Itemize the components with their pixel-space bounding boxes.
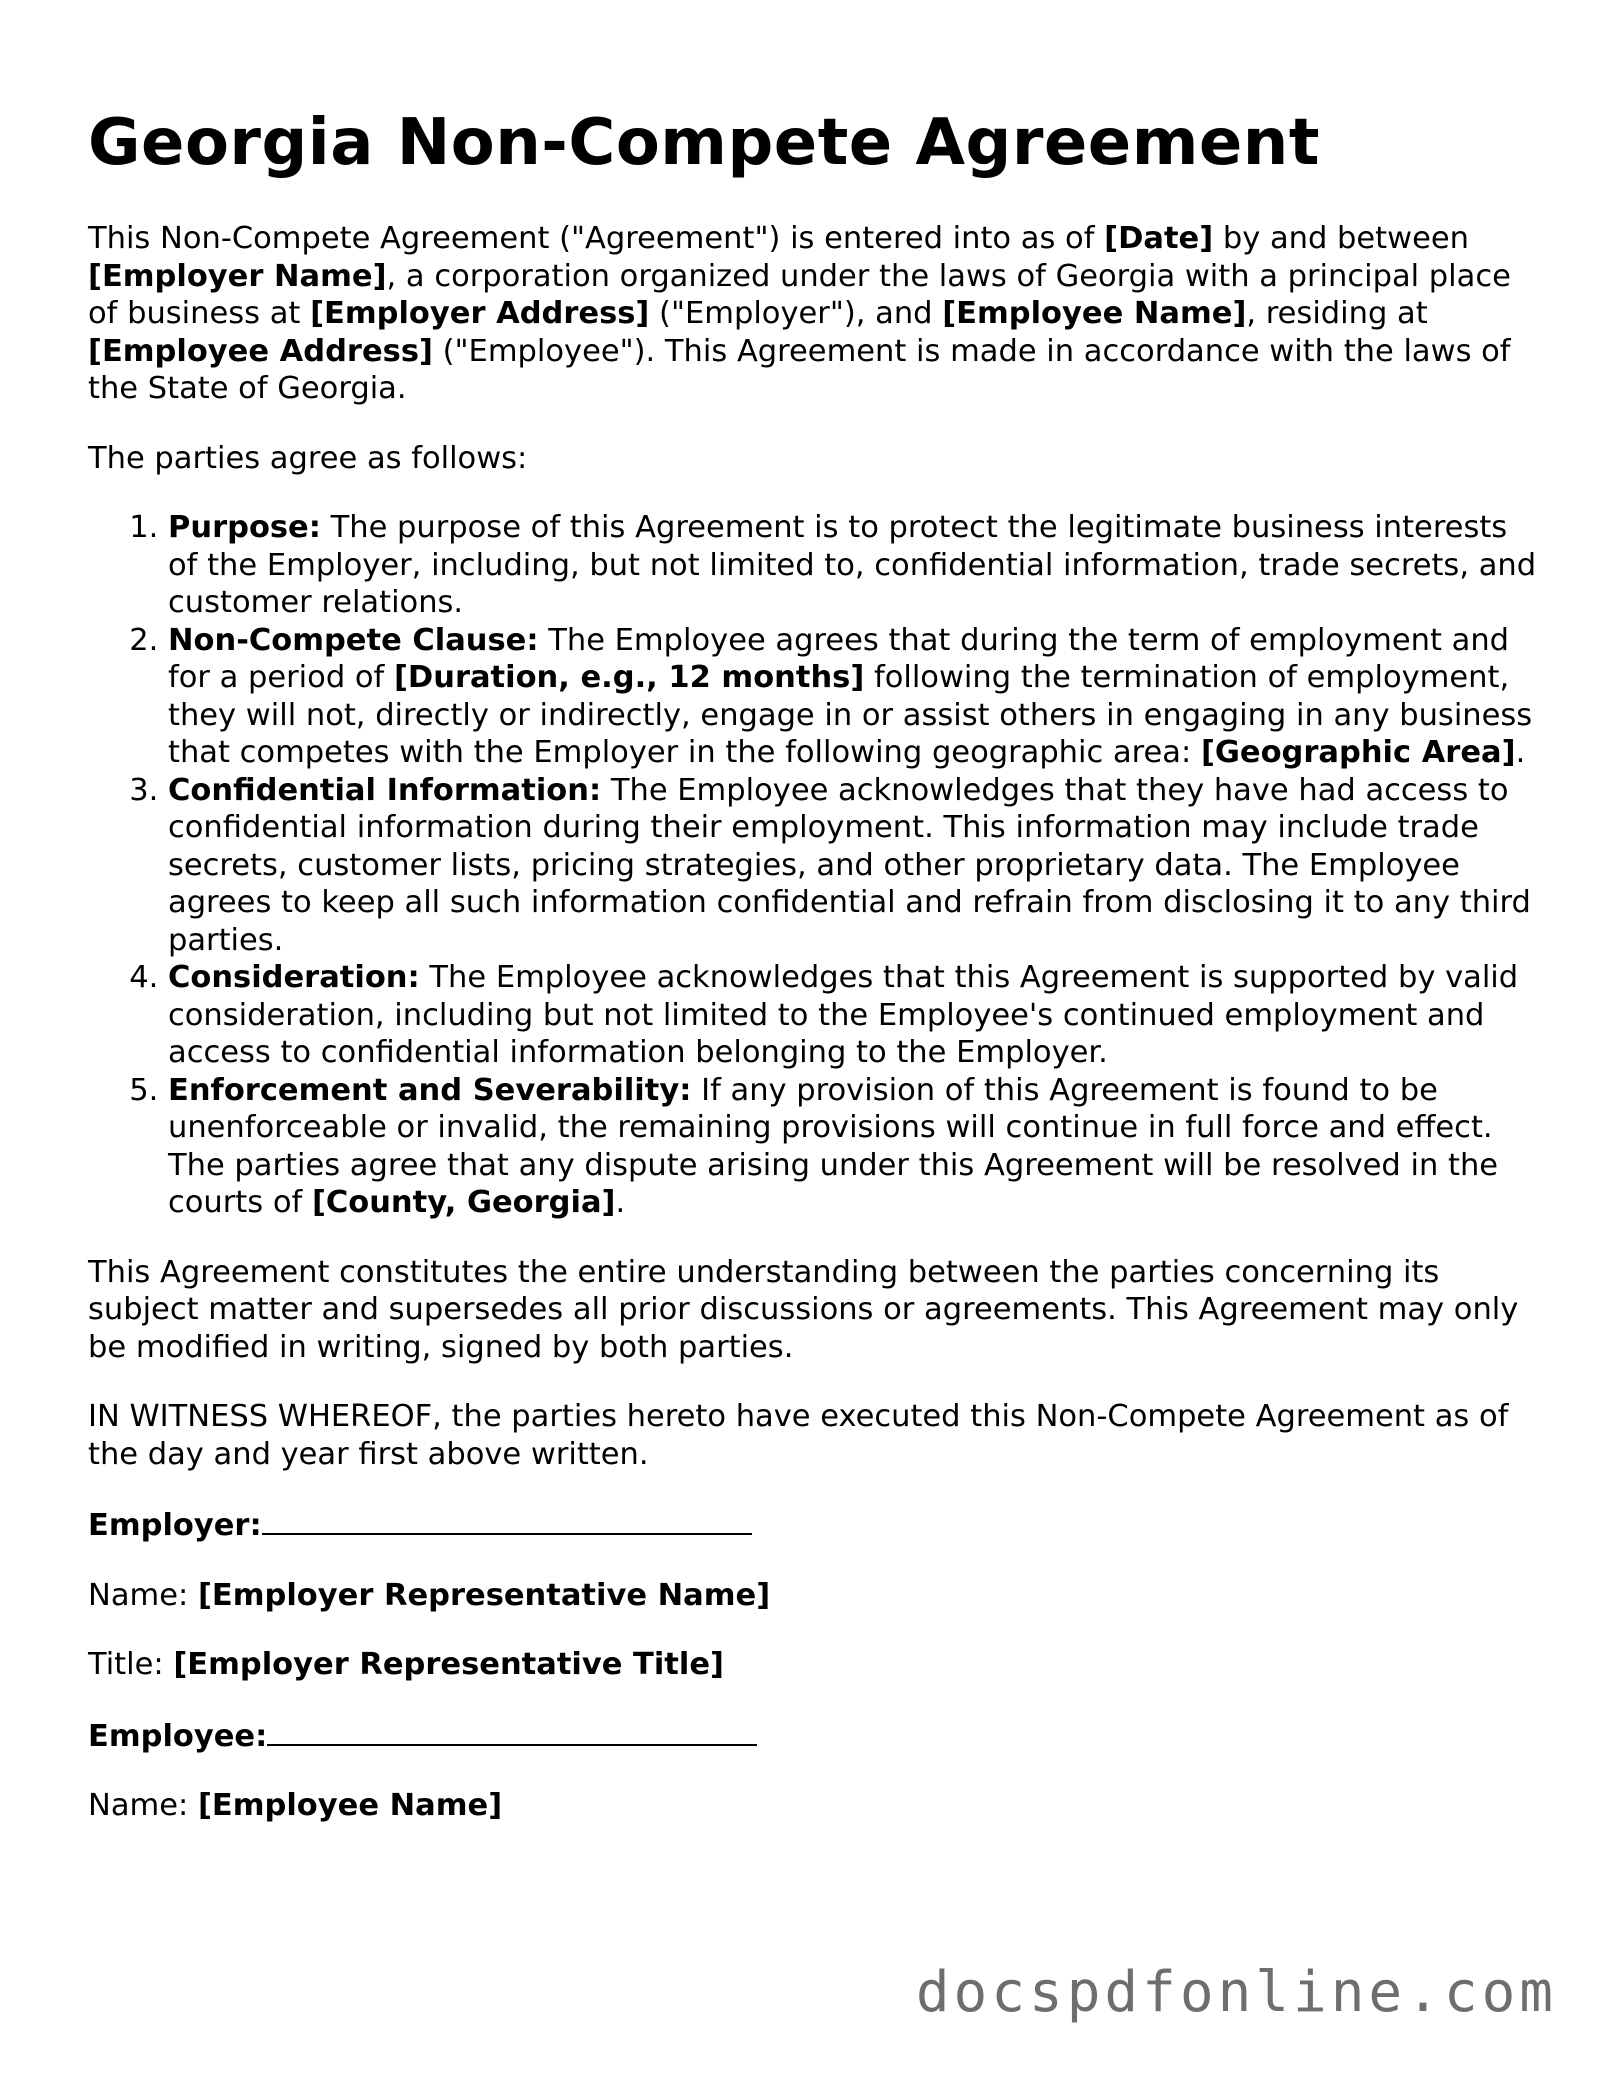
clause-text: The Employee acknowledges that they have had access to confidential information during their employment. This information may include trade secrets, customer lists, pricing strategies, and other proprietary data. The Employee agrees to keep all such information confidential and refrain from disclosing it to any third parties. xyxy=(168,772,1531,958)
clause-text: The Employee agrees that during the term of employment and for a period of xyxy=(168,622,1510,696)
county-placeholder: [County, Georgia] xyxy=(311,1185,616,1221)
clause-text: following the termination of employment, they will not, directly or indirectly, engage in or assist others in engaging in any business that competes with the Employer in the following geographic area: xyxy=(168,660,1533,771)
employer-signature-label: Employer: xyxy=(88,1508,262,1544)
date-placeholder: [Date] xyxy=(1104,221,1214,257)
clause-heading: Consideration: xyxy=(168,960,420,996)
employer-signature-line[interactable] xyxy=(262,1505,752,1535)
clause-text: The Employee acknowledges that this Agreement is supported by valid consideration, including but not limited to the Employee's continued employment and access to confidential information belonging to the Employer. xyxy=(168,960,1519,1071)
intro-text-2: by and between xyxy=(1213,221,1469,257)
intro-text-5: , residing at xyxy=(1246,296,1428,332)
employer-representative-title: [Employer Representative Title] xyxy=(173,1647,724,1683)
employee-name-row xyxy=(88,1787,1538,1825)
clause-heading: Confidential Information: xyxy=(168,772,602,808)
entire-agreement-paragraph: This Agreement constitutes the entire understanding between the parties concerning its subject matter and supersedes all prior discussions or agreements. This Agreement may only be modified in writing, signed by both parties. xyxy=(88,1254,1519,1365)
clause-text: If any provision of this Agreement is found to be unenforceable or invalid, the remaining provisions will continue in full force and effect. The parties agree that any dispute arising under this Agreement will be resolved in the courts of xyxy=(168,1072,1499,1221)
document-page xyxy=(88,108,1538,1857)
employer-name-placeholder: [Employer Name] xyxy=(88,258,387,294)
employer-signature-row xyxy=(88,1505,1538,1545)
employer-name-label: Name: xyxy=(88,1577,198,1613)
employee-name-value: [Employee Name] xyxy=(197,1788,503,1824)
signature-block xyxy=(88,1505,1538,1825)
witness-paragraph: IN WITNESS WHEREOF, the parties hereto have executed this Non-Compete Agreement as of the day and year first above written. xyxy=(88,1399,1509,1472)
clause-heading: Non-Compete Clause: xyxy=(168,622,539,658)
clause-non-compete xyxy=(168,622,1538,772)
clause-text: . xyxy=(615,1185,626,1221)
intro-paragraph xyxy=(88,220,1538,408)
duration-placeholder: [Duration, e.g., 12 months] xyxy=(393,660,865,696)
intro-text-3: , a corporation organized under the laws of Georgia with a principal place of business at xyxy=(88,258,1511,332)
employee-signature-row xyxy=(88,1716,1538,1756)
employer-title-label: Title: xyxy=(88,1647,174,1683)
intro-text-4: ("Employer"), and xyxy=(649,296,943,332)
employer-title-row xyxy=(88,1646,1538,1684)
employee-name-placeholder: [Employee Name] xyxy=(942,296,1247,332)
page-title: Georgia Non-Compete Agreement xyxy=(88,106,1320,180)
employer-address-placeholder: [Employer Address] xyxy=(310,296,650,332)
clause-enforcement xyxy=(168,1072,1538,1222)
clause-text: . xyxy=(1515,735,1526,771)
clause-heading: Purpose: xyxy=(168,510,321,546)
clause-heading: Enforcement and Severability: xyxy=(168,1072,692,1108)
geographic-area-placeholder: [Geographic Area] xyxy=(1200,735,1516,771)
watermark: docspdfonline.com xyxy=(915,1960,1557,2025)
employee-signature-line[interactable] xyxy=(267,1716,757,1746)
parties-agree-text: The parties agree as follows: xyxy=(88,440,528,476)
clause-list xyxy=(88,509,1538,1222)
employee-signature-label: Employee: xyxy=(88,1718,268,1754)
clause-text: The purpose of this Agreement is to protect the legitimate business interests of the Employer, including, but not limited to, confidential information, trade secrets, and customer relations. xyxy=(168,510,1537,621)
intro-text-6: ("Employee"). This Agreement is made in accordance with the laws of the State of Georgia. xyxy=(88,333,1511,407)
employer-name-row xyxy=(88,1577,1538,1615)
employee-address-placeholder: [Employee Address] xyxy=(88,333,433,369)
employer-representative-name: [Employer Representative Name] xyxy=(197,1577,771,1613)
clause-purpose xyxy=(168,509,1538,622)
intro-text-1: This Non-Compete Agreement ("Agreement") is entered into as of xyxy=(88,221,1105,257)
clause-consideration xyxy=(168,959,1538,1072)
clause-confidential-information xyxy=(168,772,1538,960)
employee-name-label: Name: xyxy=(88,1788,198,1824)
